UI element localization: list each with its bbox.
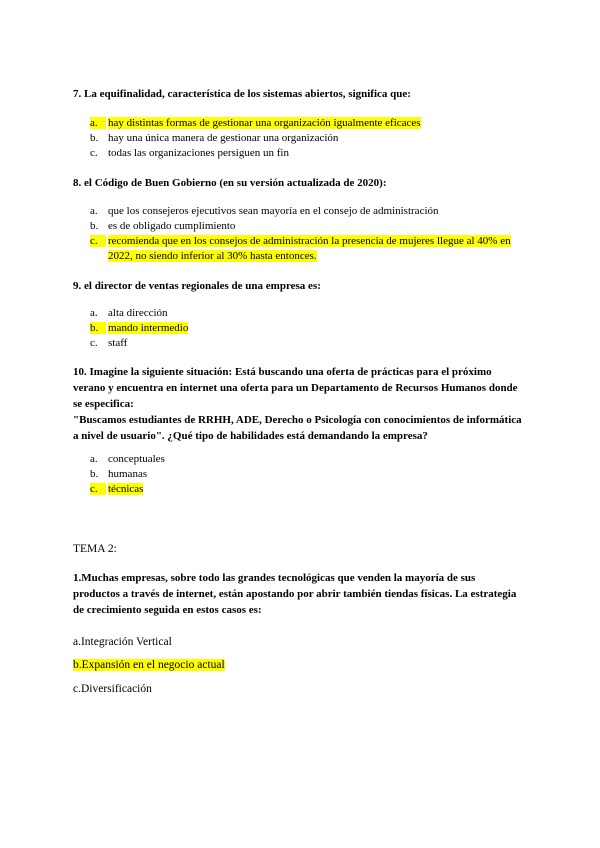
option-text: todas las organizaciones persiguen un fin [108,147,289,159]
option-text: staff [108,337,128,349]
option-letter: c. [90,147,98,159]
question-10-text [73,364,528,444]
section-heading: TEMA 2: [73,543,117,555]
option-text: alta dirección [108,307,168,319]
option-c [0,336,600,352]
option-letter: c. [90,337,98,349]
option-c: c.Diversificación [73,683,152,695]
question-line: a nivel de usuario". ¿Qué tipo de habilidades está demandando la empresa? [73,430,428,442]
question-8-text: 8. el Código de Buen Gobierno (en su versión actualizada de 2020): [73,177,387,189]
option-letter: b. [90,220,99,232]
option-b [0,131,600,147]
question-line: de crecimiento seguida en estos casos es: [73,604,262,616]
option-text-highlighted: recomienda que en los consejos de administración la presencia de mujeres llegue al 40% en [108,235,511,247]
option-text: conceptuales [108,453,165,465]
question-line: 10. Imagine la siguiente situación: Está buscando una oferta de prácticas para el próximo [73,366,492,378]
option-c [0,482,600,498]
question-9-text: 9. el director de ventas regionales de una empresa es: [73,280,321,292]
option-letter: a. [90,117,106,129]
option-c [0,146,600,162]
option-text: que los consejeros ejecutivos sean mayoría en el consejo de administración [108,205,439,217]
option-text: es de obligado cumplimiento [108,220,236,232]
option-a: a.Integración Vertical [73,636,172,648]
option-b-highlighted: b.Expansión en el negocio actual [73,659,225,671]
option-text-highlighted: mando intermedio [108,322,189,334]
question-line: verano y encuentra en internet una oferta para un Departamento de Recursos Humanos donde [73,382,518,394]
option-b [0,321,600,337]
option-a [0,116,600,132]
option-letter: b. [90,132,99,144]
option-a [0,452,600,468]
option-letter: c. [90,483,106,495]
question-line: se especifica: [73,398,134,410]
option-text-highlighted: hay distintas formas de gestionar una organización igualmente eficaces [108,117,421,129]
option-text-highlighted-continued: 2022, no siendo inferior al 30% hasta entonces. [108,250,317,262]
option-letter: c. [90,235,106,247]
question-7-text: 7. La equifinalidad, característica de los sistemas abiertos, significa que: [73,88,411,100]
question-line: 1.Muchas empresas, sobre todo las grandes tecnológicas que venden la mayoría de sus [73,572,476,584]
option-a [0,306,600,322]
question-line: "Buscamos estudiantes de RRHH, ADE, Derecho o Psicología con conocimientos de informática [73,414,522,426]
option-text: humanas [108,468,148,480]
option-letter: b. [90,322,106,334]
option-letter: a. [90,307,98,319]
option-text-highlighted: técnicas [108,483,144,495]
option-letter: a. [90,205,98,217]
option-text: hay una única manera de gestionar una organización [108,132,339,144]
option-a [0,204,600,220]
option-letter: b. [90,468,99,480]
option-c [0,234,600,266]
tema2-question-1-text [73,570,528,618]
question-line: productos a través de internet, están apostando por abrir también tiendas físicas. La estrategia [73,588,517,600]
option-b [0,467,600,483]
option-b [0,219,600,235]
option-letter: a. [90,453,98,465]
